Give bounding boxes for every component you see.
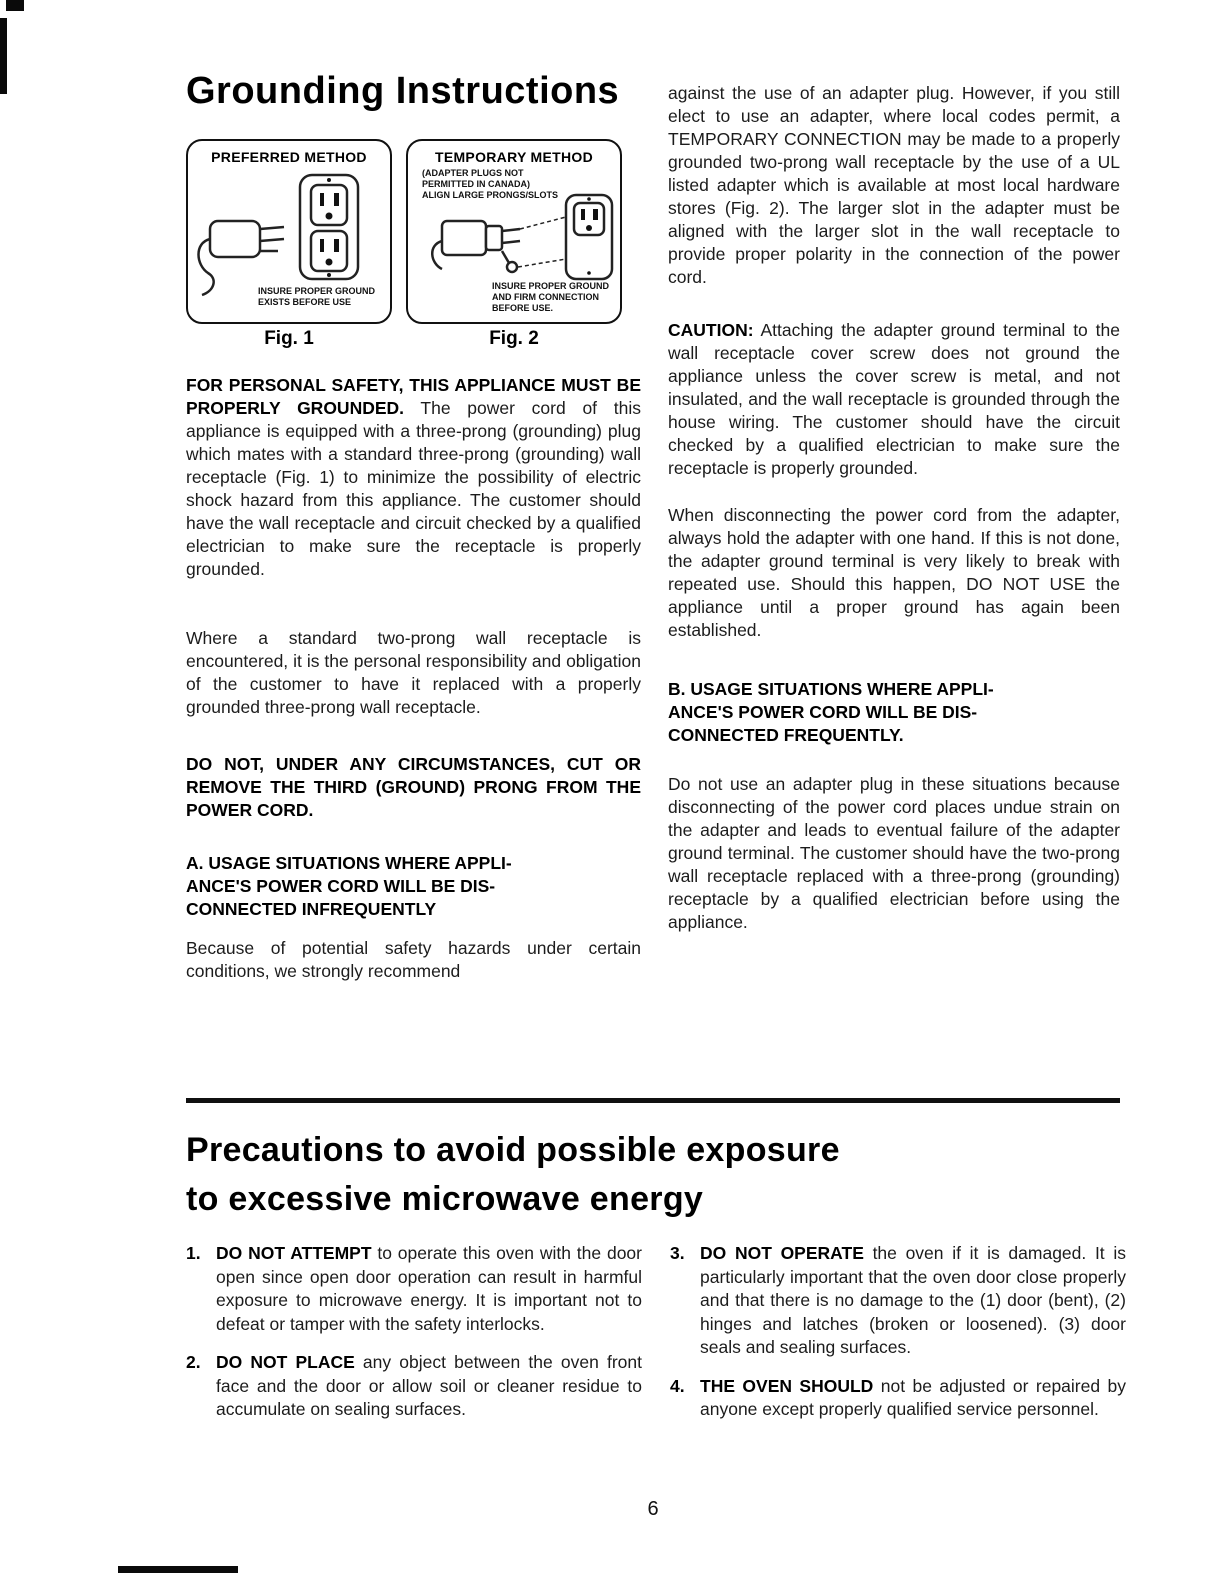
heading-usage-b-line: CONNECTED FREQUENTLY. — [668, 725, 904, 745]
figure-2-box — [406, 139, 622, 324]
precautions-left-column — [186, 1242, 642, 1437]
figure-1-caption: Fig. 1 — [264, 328, 314, 349]
precautions-right-column — [670, 1242, 1126, 1437]
figure-row — [186, 139, 641, 350]
precaution-item-number: 2. — [186, 1352, 201, 1372]
heading-usage-a-line: CONNECTED INFREQUENTLY — [186, 899, 437, 919]
precaution-item-body: to operate this oven with the door open since open door operation can result in harmful exposure to microwave energy. It is important not to defeat or tamper with the safety interlocks. — [216, 1243, 642, 1334]
figure-2-top-note-line: (ADAPTER PLUGS NOT — [422, 168, 524, 178]
precaution-item-number: 4. — [670, 1375, 685, 1396]
precaution-item-text — [216, 1242, 642, 1336]
figure-1-note-line: EXISTS BEFORE USE — [258, 297, 352, 307]
precaution-item-2 — [186, 1351, 642, 1422]
figure-1-note-line: INSURE PROPER GROUND — [258, 286, 376, 296]
scan-artifact — [6, 0, 24, 11]
paragraph-hazards: Because of potential safety hazards under certain conditions, we strongly recommend — [186, 938, 641, 981]
precaution-item-text — [700, 1242, 1126, 1360]
precaution-item-4 — [670, 1375, 1126, 1422]
scan-artifact — [0, 18, 7, 94]
precautions-section — [186, 1126, 1126, 1437]
figure-2-note — [492, 281, 609, 314]
paragraph-two-prong: Where a standard two-prong wall receptacle is encountered, it is the personal responsibility and obligation of the customer to have it replaced with a properly grounded three-prong wall receptacle. — [186, 628, 641, 717]
figure-2-note-line: INSURE PROPER GROUND — [492, 281, 610, 291]
precaution-item-body: any object between the oven front face and the door or allow soil or cleaner residue to accumulate on sealing surfaces. — [216, 1352, 642, 1419]
precaution-item-3 — [670, 1242, 1126, 1360]
figure-2-top-note-line: ALIGN LARGE PRONGS/SLOTS — [422, 190, 559, 200]
grounding-right-column — [668, 82, 1120, 952]
figure-1-heading: PREFERRED METHOD — [211, 149, 367, 165]
paragraph-caution-lead: CAUTION: — [668, 320, 754, 340]
paragraph-caution — [668, 319, 1120, 480]
precautions-columns — [186, 1242, 1126, 1437]
precaution-item-text — [700, 1375, 1126, 1422]
figure-2-heading: TEMPORARY METHOD — [434, 149, 594, 165]
precaution-item-lead: THE OVEN SHOULD — [700, 1375, 874, 1396]
precaution-item-number: 1. — [186, 1243, 201, 1263]
paragraph-adapter: against the use of an adapter plug. However, if you still elect to use an adapter, where local codes permit, a TEMPORARY CONNECTION may be made to a properly grounded two-prong wall receptacle by the use of a UL listed adapter which is available at most local hardware stores (Fig. 2). The larger slot in the adapter must be aligned with the larger slot in the wall receptacle to provide proper polarity in the connection of the power cord. — [668, 83, 1120, 287]
grounding-left-column — [186, 70, 641, 1001]
precaution-item-lead: DO NOT ATTEMPT — [216, 1243, 372, 1263]
figure-2-caption: Fig. 2 — [489, 328, 539, 349]
precautions-title-line: Precautions to avoid possible exposure — [186, 1131, 840, 1169]
heading-usage-b-line: B. USAGE SITUATIONS WHERE APPLI- — [668, 679, 994, 699]
paragraph-safety — [186, 374, 641, 581]
precaution-item-text — [216, 1351, 642, 1422]
heading-usage-a-line: A. USAGE SITUATIONS WHERE APPLI- — [186, 853, 512, 873]
paragraph-caution-body: Attaching the adapter ground terminal to the wall receptacle cover screw does not ground the appliance unless the cover screw is metal, and not insulated, and the wall receptacle is grounded through the house wiring. The customer should have the circuit checked by a qualified electrician to make sure the receptacle is properly grounded. — [668, 320, 1120, 478]
figure-1-note — [258, 286, 375, 308]
heading-usage-b — [668, 678, 1120, 747]
figure-2-note-line: AND FIRM CONNECTION — [492, 292, 599, 302]
precaution-item-lead: DO NOT OPERATE — [700, 1243, 864, 1263]
precaution-item-lead: DO NOT PLACE — [216, 1352, 355, 1372]
paragraph-no-adapter: Do not use an adapter plug in these situations because disconnecting of the power cord places undue strain on the adapter and leads to eventual failure of the adapter ground terminal. The customer should have the two-prong wall receptacle replaced with a three-prong (grounding) receptacle by a qualified electrician before using the appliance. — [668, 774, 1120, 932]
figure-2-top-note-line: PERMITTED IN CANADA) — [422, 179, 530, 189]
paragraph-safety-body: The power cord of this appliance is equipped with a three-prong (grounding) plug which mates with a standard three-prong (grounding) wall receptacle (Fig. 1) to minimize the possibility of electric shock hazard from this appliance. The customer should have the wall receptacle and circuit checked by a qualified electrician to make sure the receptacle is properly grounded. — [186, 398, 641, 579]
figure-2-note-line: BEFORE USE. — [492, 303, 554, 313]
figure-1 — [186, 139, 392, 350]
paragraph-safety-lead: FOR PERSONAL SAFETY, THIS APPLIANCE MUST BE PROPERLY GROUNDED. — [186, 375, 641, 418]
page-number: 6 — [647, 1498, 659, 1520]
paragraph-disconnecting: When disconnecting the power cord from the adapter, always hold the adapter with one hand. If this is not done, the adapter ground terminal is very likely to break with repeated use. Should this happen, DO NOT USE the appliance until a proper ground has again been established. — [668, 505, 1120, 640]
scan-artifact — [118, 1566, 238, 1573]
precaution-item-body: the oven if it is damaged. It is particularly important that the oven door close properly and that there is no damage to the (1) door (bent), (2) hinges and latches (broken or loosened). (3) door seals and sealing surfaces. — [700, 1243, 1126, 1357]
precautions-title — [186, 1126, 1126, 1224]
precautions-title-line: to excessive microwave energy — [186, 1180, 704, 1218]
precaution-item-body: not be adjusted or repaired by anyone except properly qualified service personnel. — [700, 1375, 1126, 1419]
figure-2 — [406, 139, 622, 350]
page-title: Grounding Instructions — [186, 70, 620, 112]
heading-usage-a-line: ANCE'S POWER CORD WILL BE DIS- — [186, 876, 496, 896]
heading-usage-b-line: ANCE'S POWER CORD WILL BE DIS- — [668, 702, 978, 722]
section-divider — [186, 1098, 1120, 1103]
figure-1-box — [186, 139, 392, 324]
precaution-item-number: 3. — [670, 1243, 685, 1263]
precaution-item-1 — [186, 1242, 642, 1336]
paragraph-do-not-cut: DO NOT, UNDER ANY CIRCUMSTANCES, CUT OR REMOVE THE THIRD (GROUND) PRONG FROM THE POWER CORD. — [186, 754, 641, 820]
heading-usage-a — [186, 852, 641, 921]
